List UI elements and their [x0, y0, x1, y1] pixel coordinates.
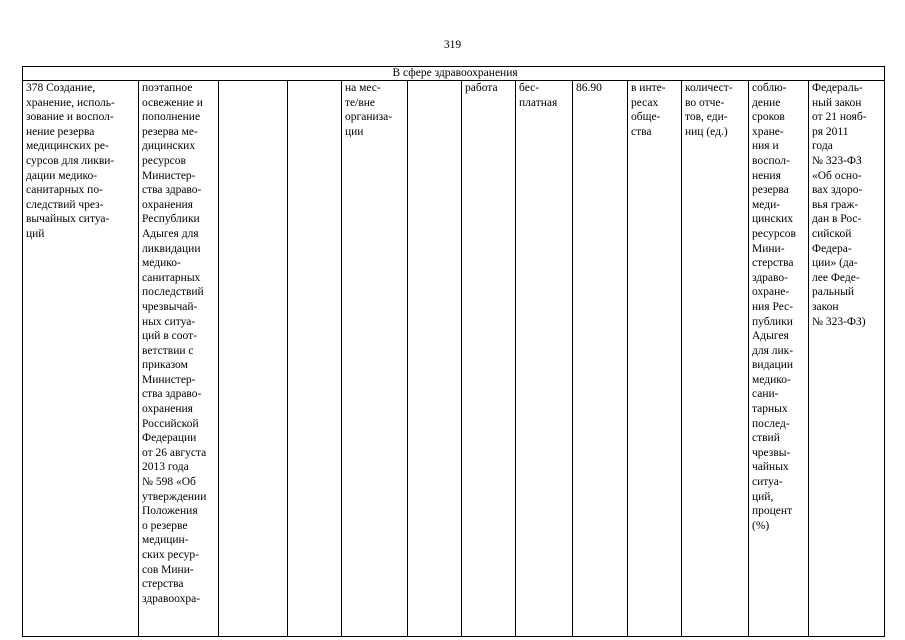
- service-content-cell: поэтапное освежение и пополнение резерва ме- дицинских ресурсов Министер- ства здраво- охранения Республики Адыгея для ликвидации медико- санитарных последствий чрезвычай- ных ситуа- ций в соот- ветствии с приказом Министер- ства здраво- охранения Российской Федерации от 26 августа 2013 года № 598 «Об утверждении Положения о резерве медицин- ских ресур- сов Мини- стерства здравоохра-: [139, 81, 219, 637]
- table-row: [23, 81, 885, 637]
- empty-cell-3: [219, 81, 288, 637]
- empty-cell-4: [288, 81, 342, 637]
- code-cell: 86.90: [573, 81, 628, 637]
- section-header-row: [23, 67, 885, 81]
- service-name-cell: 378 Создание, хранение, исполь- зование и воспол- нение резерва медицинских ре- сурсов для ликви- дации медико- санитарных по- следствий чрез- вычайных ситуа- ций: [23, 81, 139, 637]
- place-cell: на мес- те/вне организа- ции: [342, 81, 408, 637]
- section-title: В сфере здравоохранения: [23, 67, 885, 81]
- volume-indicator-cell: количест- во отче- тов, еди- ниц (ед.): [682, 81, 749, 637]
- interest-cell: в инте- ресах обще- ства: [628, 81, 682, 637]
- quality-indicator-cell: соблю- дение сроков хране- ния и воспол- нения резерва меди- цинских ресурсов Мини- стерства здраво- охране- ния Рес- публики Адыгея для лик- видации медико- сани- тарных послед- ствий чрезвы- чайных ситуа- ций, процент (%): [749, 81, 809, 637]
- payment-cell: бес- платная: [516, 81, 573, 637]
- type-cell: работа: [462, 81, 516, 637]
- page-number: 319: [443, 39, 462, 51]
- legal-basis-cell: Федераль- ный закон от 21 нояб- ря 2011 года № 323-ФЗ «Об осно- вах здоро- вья граж- дан в Рос- сийской Федера- ции» (да- лее Феде- ральный закон № 323-ФЗ): [809, 81, 885, 637]
- empty-cell-6: [408, 81, 462, 637]
- services-table: [22, 66, 885, 637]
